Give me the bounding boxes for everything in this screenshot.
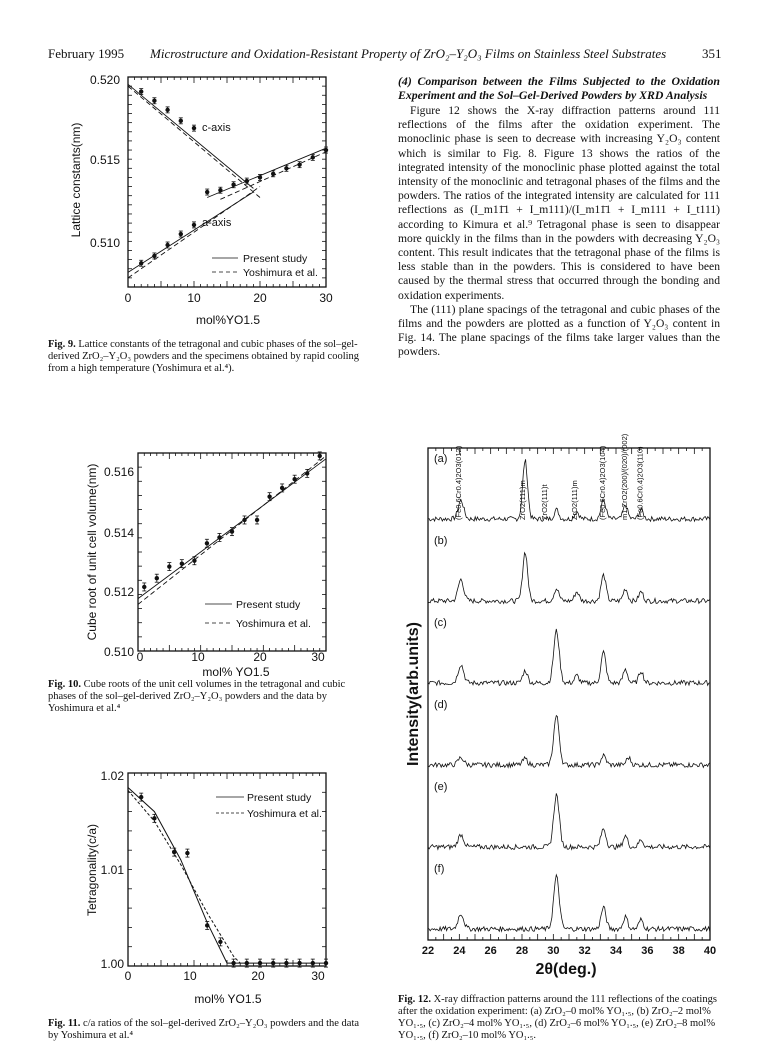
fig12-panel-label: (d) — [434, 699, 448, 711]
fig9-data-point — [245, 179, 249, 183]
fig9-data-point — [139, 261, 143, 265]
fig12-panel-label: (a) — [434, 453, 448, 465]
fig12-peak-label: (Fe0.6Cr0.4)2O3(012) — [453, 445, 463, 520]
fig12-xtick-label: 26 — [484, 945, 497, 957]
fig9-xtick-0: 0 — [124, 291, 132, 305]
fig9-data-point — [192, 223, 196, 227]
fig10-data-point — [230, 529, 234, 533]
fig10-ytick-3: 0.510 — [103, 645, 134, 659]
fig9-xtick-3: 30 — [319, 291, 333, 305]
fig9-data-point — [152, 254, 156, 258]
fig12-xtick-label: 30 — [547, 945, 560, 957]
fig11-caption-label: Fig. 11. — [48, 1018, 81, 1029]
fig11-ytick-2: 1.00 — [100, 957, 124, 971]
fig10-data-point — [267, 494, 271, 498]
fig12-pattern-trace — [428, 553, 710, 604]
fig12-chart — [405, 433, 716, 978]
fig12-xlabel: 2θ(deg.) — [535, 961, 597, 978]
fig11-data-point — [152, 816, 156, 820]
fig9-ytick-0: 0.520 — [89, 73, 120, 87]
fig9-data-point — [324, 148, 328, 152]
fig10-caption-text: Cube roots of the unit cell volumes in the tetragonal and cubic phases of the sol–gel-derived ZrO₂–Y₂O₃ powders and the data by Yoshimura et al.⁴ — [48, 679, 346, 714]
paragraph-2: The (111) plane spacings of the tetragonal and cubic phases of the films and the powders are plotted as a function of Y₂O₃ content in Fig. 14. The plane spacings of the films take larger values than the powders. — [398, 302, 720, 359]
fig11-data-point — [245, 961, 249, 965]
fig12-ylabel: Intensity(arb.units) — [405, 621, 422, 767]
fig9-a-axis-yoshimura — [128, 187, 260, 278]
fig11-ytick-0: 1.02 — [100, 769, 124, 783]
fig9-xtick-2: 20 — [253, 291, 267, 305]
fig12-peak-label: m1 ZrO2(200)/(020)/(002) — [619, 433, 629, 520]
fig11-xlabel: mol% YO1.5 — [194, 992, 262, 1006]
fig10-data-point — [255, 518, 259, 522]
fig11-data-point — [139, 795, 143, 799]
fig11-data-point — [205, 923, 209, 927]
fig9-a-axis-label: a-axis — [202, 217, 232, 229]
fig11-xtick-2: 20 — [251, 969, 265, 983]
fig10-data-point — [155, 576, 159, 580]
fig10-data-point — [205, 541, 209, 545]
fig12-caption — [398, 994, 720, 1042]
fig10-xtick-1: 10 — [191, 650, 205, 664]
fig12-peak-label: ZrO2(111)t — [540, 484, 550, 520]
fig12-pattern-trace — [428, 875, 710, 932]
fig10-data-point — [242, 518, 246, 522]
header-date: February 1995 — [48, 46, 125, 61]
fig11-data-point — [185, 851, 189, 855]
fig12-pattern-trace — [428, 716, 710, 768]
fig10-data-point — [167, 564, 171, 568]
fig9-data-point — [271, 172, 275, 176]
fig10-data-point — [280, 486, 284, 490]
header-title: Microstructure and Oxidation-Resistant Property of ZrO₂–Y₂O₃ Films on Stainless Steel Substrates — [150, 46, 667, 61]
fig10-xlabel: mol% YO1.5 — [202, 665, 270, 679]
fig9-data-point — [165, 108, 169, 112]
fig12-xtick-label: 32 — [578, 945, 591, 957]
fig9-xtick-1: 10 — [187, 291, 201, 305]
fig9-c-axis-label: c-axis — [202, 122, 231, 134]
fig11-legend-yoshimura: Yoshimura et al. — [247, 808, 322, 820]
fig11-xtick-1: 10 — [183, 969, 197, 983]
fig11-data-point — [297, 961, 301, 965]
fig10-xtick-2: 20 — [253, 650, 267, 664]
fig9-cubic-fit — [207, 148, 326, 197]
fig10-data-point — [142, 585, 146, 589]
fig12-xtick-label: 36 — [641, 945, 654, 957]
fig10-chart — [85, 452, 326, 679]
fig10-xtick-3: 30 — [311, 650, 325, 664]
fig9-ylabel: Lattice constants(nm) — [69, 122, 83, 238]
fig12-xtick-label: 38 — [672, 945, 685, 957]
fig12-pattern-trace — [428, 629, 710, 686]
fig10-ytick-0: 0.516 — [103, 465, 134, 479]
fig11-ytick-1: 1.01 — [100, 863, 124, 877]
fig9-caption-label: Fig. 9. — [48, 339, 76, 350]
fig9-data-point — [311, 155, 315, 159]
fig10-ytick-2: 0.512 — [103, 585, 134, 599]
fig12-pattern-trace — [428, 793, 710, 849]
fig11-xtick-3: 30 — [311, 969, 325, 983]
fig12-panel-label: (b) — [434, 535, 448, 547]
fig9-ytick-2: 0.510 — [89, 236, 120, 250]
fig9-data-point — [297, 162, 301, 166]
fig11-ylabel: Tetragonality(c/a) — [85, 823, 99, 917]
fig9-ytick-1: 0.515 — [89, 153, 120, 167]
paragraph-1: Figure 12 shows the X-ray diffraction patterns around 111 reflections of the films after the oxidation experiment. The monoclinic phase is seen to decrease with increasing Y₂O₃ content which is similar to Fig. 8. Figure 13 shows the ratios of the integrated intensity of the monoclinic phase plotted against the total intensity of the monoclinic and tetragonal phases of the films and the powders. The ratios of the integrated intensity are calculated for 111 reflections as (I_m11̄1 + I_m111)/(I_m11̄1 + I_m111 + I_t111) according to Kimura et al.⁹ Tetragonal phase is seen to disappear more quickly in the films than in the powders with decreasing Y₂O₃ content. This result indicates that the tetragonal phase of the films is less stable than in the powders. This is considered to have been caused by the thermal stress that occurred through the bonding and oxidation experiments. — [398, 104, 720, 302]
fig12-peak-label: (Fe0.6Cr0.4)2O3(104) — [598, 445, 608, 520]
fig9-data-point — [152, 99, 156, 103]
fig11-data-point — [284, 961, 288, 965]
fig11-chart — [85, 769, 328, 1006]
fig10-xtick-0: 0 — [136, 650, 144, 664]
fig12-caption-label: Fig. 12. — [398, 994, 431, 1005]
fig10-caption — [48, 679, 370, 715]
fig12-panel-label: (e) — [434, 781, 448, 793]
fig10-ytick-1: 0.514 — [103, 526, 134, 540]
fig10-data-point — [292, 477, 296, 481]
fig9-caption-text: Lattice constants of the tetragonal and cubic phases of the sol–gel-derived ZrO₂–Y₂O₃ powders and the specimens obtained by rapid cooling from a high temperature (Yoshimura et al.⁴). — [48, 339, 360, 374]
fig9-legend-present: Present study — [243, 253, 308, 265]
fig12-caption-text: X-ray diffraction patterns around the 111 reflections of the coatings after the oxidation experiment: (a) ZrO₂–0 mol% YO₁.₅, (b) ZrO₂–2 mol% YO₁.₅, (c) ZrO₂–4 mol% YO₁.₅, (d) ZrO₂–6 mol% YO₁.₅, (e) ZrO₂–8 mol% YO₁.₅, (f) ZrO₂–10 mol% YO₁.₅. — [398, 994, 717, 1041]
fig9-xlabel: mol%YO1.5 — [195, 313, 261, 327]
fig11-data-point — [271, 961, 275, 965]
fig12-frame — [428, 448, 710, 940]
fig9-data-point — [231, 183, 235, 187]
fig9-data-point — [258, 175, 262, 179]
fig10-ylabel: Cube root of unit cell volume(nm) — [85, 463, 99, 641]
fig10-caption-label: Fig. 10. — [48, 679, 81, 690]
fig9-data-point — [284, 166, 288, 170]
fig9-data-point — [165, 243, 169, 247]
fig11-xtick-0: 0 — [124, 969, 132, 983]
fig9-legend-yoshimura: Yoshimura et al. — [243, 267, 318, 279]
fig12-xtick-label: 40 — [703, 945, 717, 957]
section-heading: (4) Comparison between the Films Subjected to the Oxidation Experiment and the Sol–Gel-Derived Powders by XRD Analysis — [398, 74, 720, 102]
fig10-data-point — [192, 559, 196, 563]
fig10-data-point — [180, 561, 184, 565]
fig10-data-point — [318, 454, 322, 458]
fig9-data-point — [139, 89, 143, 93]
fig12-panel-label: (f) — [434, 863, 445, 875]
fig12-xtick-label: 22 — [421, 945, 435, 957]
fig9-chart — [69, 73, 333, 327]
fig12-peak-label: ZrO2(111)m — [569, 480, 579, 520]
fig9-data-point — [179, 119, 183, 123]
fig11-legend-present: Present study — [247, 792, 312, 804]
fig12-xtick-label: 24 — [453, 945, 466, 957]
fig9-data-point — [205, 190, 209, 194]
fig11-caption — [48, 1018, 370, 1042]
fig12-xtick-label: 28 — [515, 945, 529, 957]
fig12-xtick-label: 34 — [609, 945, 623, 957]
fig11-yoshimura-curve — [128, 790, 240, 963]
fig11-data-point — [258, 961, 262, 965]
fig11-data-point — [218, 940, 222, 944]
fig9-data-point — [179, 232, 183, 236]
fig11-data-point — [172, 850, 176, 854]
fig11-data-point — [311, 961, 315, 965]
fig9-c-axis-fit — [128, 84, 253, 188]
fig11-data-point — [324, 961, 328, 965]
fig9-data-point — [192, 126, 196, 130]
fig10-legend-yoshimura: Yoshimura et al. — [236, 618, 311, 630]
fig10-data-point — [305, 471, 309, 475]
fig12-panel-label: (c) — [434, 617, 447, 629]
fig9-data-point — [218, 188, 222, 192]
fig10-legend-present: Present study — [236, 599, 301, 611]
fig12-peak-label: ZrO2(111)m — [518, 480, 528, 520]
fig10-data-point — [217, 535, 221, 539]
fig11-caption-text: c/a ratios of the sol–gel-derived ZrO₂–Y₂O₃ powders and the data by Yoshimura et al.⁴ — [48, 1018, 360, 1041]
fig9-c-axis-yoshimura — [128, 86, 260, 197]
page-number: 351 — [702, 46, 722, 61]
fig12-peak-label: (Fe0.6Cr0.4)2O3(110) — [635, 446, 645, 520]
fig9-caption — [48, 339, 370, 375]
fig11-data-point — [231, 961, 235, 965]
